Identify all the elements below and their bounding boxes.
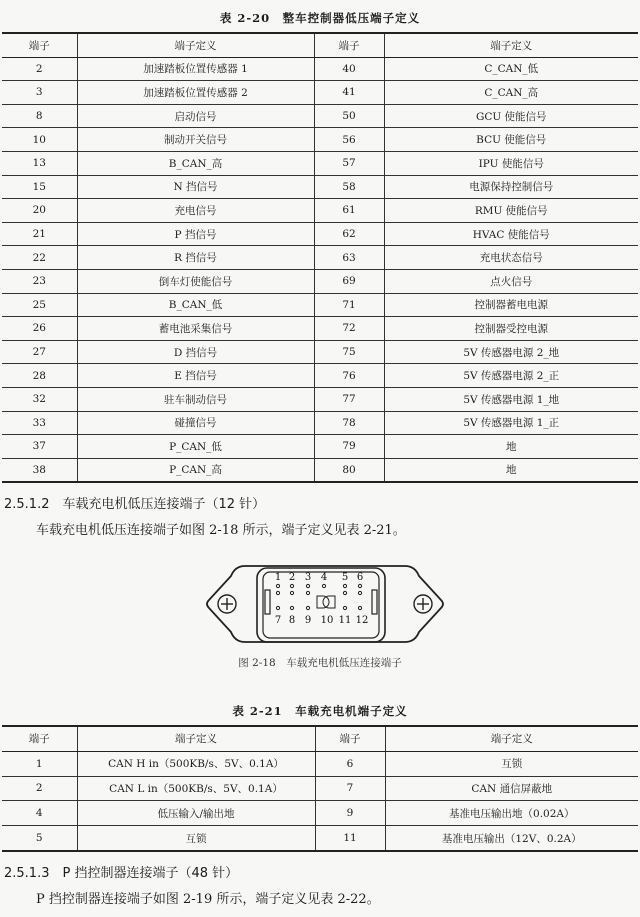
terminal-number-cell: 6: [315, 751, 385, 776]
table-row: [2, 435, 638, 459]
terminal-definition-cell: 倒车灯使能信号: [77, 269, 314, 293]
table-row: [2, 801, 638, 826]
terminal-number-cell: 58: [314, 175, 384, 199]
terminal-definition-cell: 5V 传感器电源 1_地: [384, 387, 638, 411]
terminal-definition-cell: 基准电压输出（12V、0.2A）: [385, 826, 638, 851]
terminal-number-cell: 15: [2, 175, 77, 199]
terminal-definition-cell: B_CAN_高: [77, 151, 314, 175]
pin-label-9: 9: [304, 615, 312, 626]
terminal-definition-cell: CAN H in（500KB/s、5V、0.1A）: [77, 751, 315, 776]
terminal-number-cell: 33: [2, 411, 77, 435]
table-row: [2, 199, 638, 223]
pin-label-1: 1: [274, 572, 282, 583]
terminal-definition-cell: P_CAN_低: [77, 435, 314, 459]
terminal-number-cell: 69: [314, 269, 384, 293]
terminal-definition-cell: E 挡信号: [77, 364, 314, 388]
pin-label-3: 3: [304, 572, 312, 583]
table-row: [2, 246, 638, 270]
terminal-number-cell: 72: [314, 317, 384, 341]
terminal-definition-cell: 充电状态信号: [384, 246, 638, 270]
table-21-caption: 表 2-21 车载充电机端子定义: [232, 704, 408, 718]
table-header-cell: 端子定义: [77, 33, 314, 57]
terminal-number-cell: 78: [314, 411, 384, 435]
terminal-number-cell: 80: [314, 458, 384, 482]
terminal-number-cell: 41: [314, 81, 384, 105]
table-header-cell: 端子: [315, 726, 385, 751]
terminal-definition-cell: 低压输入/输出地: [77, 801, 315, 826]
pin-sockets: [276, 584, 361, 609]
terminal-number-cell: 27: [2, 340, 77, 364]
terminal-number-cell: 62: [314, 222, 384, 246]
terminal-definition-cell: 基准电压输出地（0.02A）: [385, 801, 638, 826]
terminal-number-cell: 57: [314, 151, 384, 175]
section-heading-2-5-1-3: 2.5.1.3 P 挡控制器连接端子（48 针）: [4, 866, 239, 881]
terminal-definition-cell: 电源保持控制信号: [384, 175, 638, 199]
table-row: [2, 751, 638, 776]
terminal-definition-cell: RMU 使能信号: [384, 199, 638, 223]
terminal-number-cell: 28: [2, 364, 77, 388]
terminal-number-cell: 75: [314, 340, 384, 364]
pin-label-11: 11: [338, 615, 352, 626]
table-20-caption: 表 2-20 整车控制器低压端子定义: [219, 11, 421, 25]
table-20: [2, 32, 638, 483]
terminal-definition-cell: B_CAN_低: [77, 293, 314, 317]
table-row: [2, 776, 638, 801]
table-row: [2, 128, 638, 152]
table-row: [2, 269, 638, 293]
table-row: [2, 222, 638, 246]
terminal-definition-cell: D 挡信号: [77, 340, 314, 364]
table-row: [2, 364, 638, 388]
terminal-definition-cell: R 挡信号: [77, 246, 314, 270]
terminal-definition-cell: 制动开关信号: [77, 128, 314, 152]
right-screw-icon: [414, 595, 432, 613]
terminal-definition-cell: 地: [384, 435, 638, 459]
terminal-number-cell: 23: [2, 269, 77, 293]
table-21: [2, 725, 638, 852]
terminal-definition-cell: CAN 通信屏蔽地: [385, 776, 638, 801]
terminal-definition-cell: GCU 使能信号: [384, 104, 638, 128]
terminal-definition-cell: 充电信号: [77, 199, 314, 223]
table-row: [2, 340, 638, 364]
terminal-number-cell: 11: [315, 826, 385, 851]
terminal-number-cell: 2: [2, 776, 77, 801]
terminal-number-cell: 79: [314, 435, 384, 459]
terminal-number-cell: 2: [2, 57, 77, 81]
terminal-number-cell: 37: [2, 435, 77, 459]
table-row: [2, 293, 638, 317]
table-header-cell: 端子定义: [384, 33, 638, 57]
terminal-definition-cell: HVAC 使能信号: [384, 222, 638, 246]
terminal-definition-cell: C_CAN_低: [384, 57, 638, 81]
terminal-definition-cell: 5V 传感器电源 2_地: [384, 340, 638, 364]
table-row: [2, 411, 638, 435]
terminal-number-cell: 22: [2, 246, 77, 270]
terminal-number-cell: 77: [314, 387, 384, 411]
terminal-number-cell: 26: [2, 317, 77, 341]
terminal-number-cell: 8: [2, 104, 77, 128]
table-row: [2, 57, 638, 81]
terminal-number-cell: 4: [2, 801, 77, 826]
pin-label-4: 4: [320, 572, 328, 583]
pin-label-10: 10: [320, 615, 334, 626]
figure-2-18-caption: 图 2-18 车载充电机低压连接端子: [238, 657, 402, 669]
table-row: [2, 151, 638, 175]
terminal-number-cell: 61: [314, 199, 384, 223]
terminal-definition-cell: 加速踏板位置传感器 1: [77, 57, 314, 81]
table-row: [2, 826, 638, 851]
terminal-number-cell: 40: [314, 57, 384, 81]
pin-label-7: 7: [274, 615, 282, 626]
table-row: [2, 175, 638, 199]
terminal-number-cell: 9: [315, 801, 385, 826]
terminal-definition-cell: P 挡信号: [77, 222, 314, 246]
terminal-definition-cell: N 挡信号: [77, 175, 314, 199]
terminal-definition-cell: 启动信号: [77, 104, 314, 128]
table-row: [2, 317, 638, 341]
table-header-row: [2, 726, 638, 751]
table-header-cell: 端子: [314, 33, 384, 57]
table-header-cell: 端子: [2, 33, 77, 57]
terminal-definition-cell: 碰撞信号: [77, 411, 314, 435]
terminal-number-cell: 5: [2, 826, 77, 851]
terminal-number-cell: 20: [2, 199, 77, 223]
terminal-definition-cell: P_CAN_高: [77, 458, 314, 482]
terminal-definition-cell: 地: [384, 458, 638, 482]
terminal-number-cell: 21: [2, 222, 77, 246]
pin-label-8: 8: [288, 615, 296, 626]
terminal-number-cell: 63: [314, 246, 384, 270]
section-paragraph-2-5-1-3: P 挡控制器连接端子如图 2-19 所示，端子定义见表 2-22。: [36, 892, 380, 907]
terminal-definition-cell: 驻车制动信号: [77, 387, 314, 411]
table-header-row: [2, 33, 638, 57]
terminal-number-cell: 38: [2, 458, 77, 482]
pin-label-12: 12: [355, 615, 369, 626]
terminal-definition-cell: 5V 传感器电源 1_正: [384, 411, 638, 435]
terminal-definition-cell: IPU 使能信号: [384, 151, 638, 175]
terminal-number-cell: 25: [2, 293, 77, 317]
terminal-definition-cell: C_CAN_高: [384, 81, 638, 105]
terminal-definition-cell: 控制器受控电源: [384, 317, 638, 341]
table-row: [2, 458, 638, 482]
terminal-number-cell: 50: [314, 104, 384, 128]
table-row: [2, 104, 638, 128]
terminal-definition-cell: 点火信号: [384, 269, 638, 293]
pin-label-6: 6: [356, 572, 364, 583]
terminal-definition-cell: CAN L in（500KB/s、5V、0.1A）: [77, 776, 315, 801]
table-header-cell: 端子: [2, 726, 77, 751]
terminal-number-cell: 32: [2, 387, 77, 411]
terminal-number-cell: 56: [314, 128, 384, 152]
terminal-number-cell: 13: [2, 151, 77, 175]
section-heading-2-5-1-2: 2.5.1.2 车载充电机低压连接端子（12 针）: [4, 497, 266, 512]
terminal-number-cell: 71: [314, 293, 384, 317]
left-screw-icon: [218, 595, 236, 613]
table-row: [2, 387, 638, 411]
terminal-number-cell: 7: [315, 776, 385, 801]
terminal-number-cell: 1: [2, 751, 77, 776]
terminal-definition-cell: 5V 传感器电源 2_正: [384, 364, 638, 388]
table-header-cell: 端子定义: [77, 726, 315, 751]
terminal-definition-cell: 控制器蓄电电源: [384, 293, 638, 317]
terminal-definition-cell: BCU 使能信号: [384, 128, 638, 152]
table-header-cell: 端子定义: [385, 726, 638, 751]
pin-label-2: 2: [288, 572, 296, 583]
terminal-definition-cell: 互锁: [77, 826, 315, 851]
terminal-number-cell: 76: [314, 364, 384, 388]
terminal-number-cell: 10: [2, 128, 77, 152]
terminal-definition-cell: 蓄电池采集信号: [77, 317, 314, 341]
section-paragraph-2-5-1-2: 车载充电机低压连接端子如图 2-18 所示，端子定义见表 2-21。: [36, 523, 406, 538]
table-row: [2, 81, 638, 105]
terminal-number-cell: 3: [2, 81, 77, 105]
terminal-definition-cell: 互锁: [385, 751, 638, 776]
terminal-definition-cell: 加速踏板位置传感器 2: [77, 81, 314, 105]
pin-label-5: 5: [341, 572, 349, 583]
connector-diagram: [205, 560, 445, 660]
